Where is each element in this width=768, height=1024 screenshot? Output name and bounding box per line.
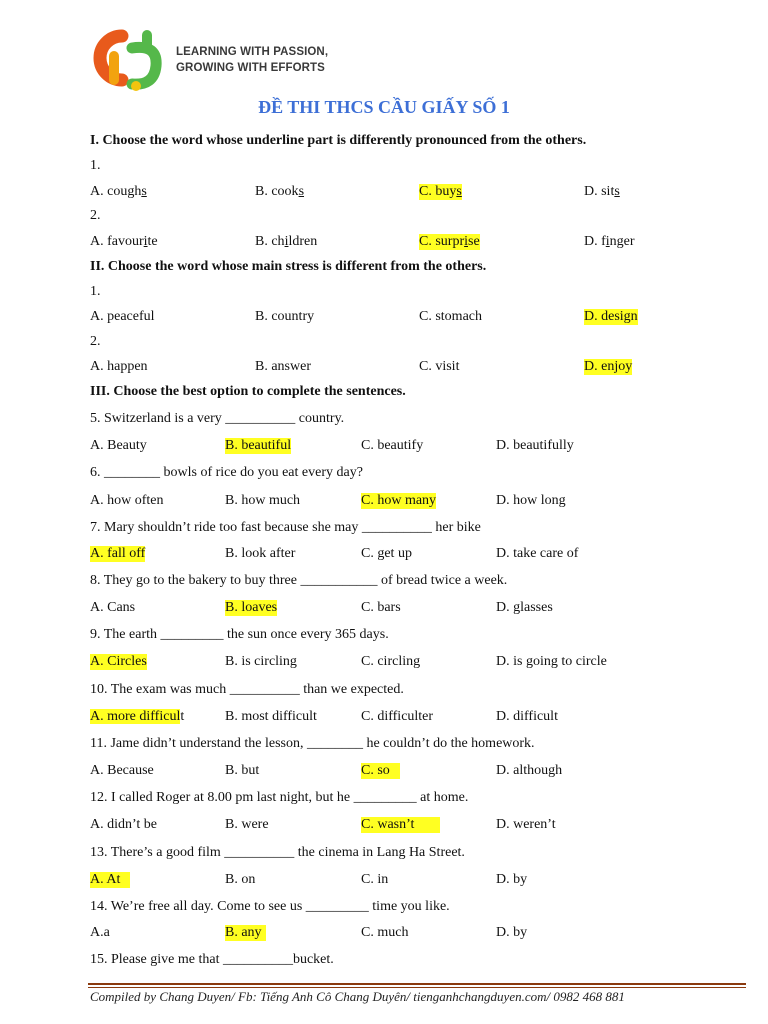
option-a: A. Because	[90, 763, 154, 778]
option-d: D. by	[496, 925, 528, 940]
option-d-answer: D. design	[584, 309, 638, 324]
option-b: B. cooks	[255, 184, 305, 199]
page-title: ĐỀ THI THCS CẦU GIẤY SỐ 1	[258, 97, 510, 117]
option-d: D. how long	[496, 493, 566, 508]
option-d: D. take care of	[496, 546, 579, 561]
option-a-answer: A. Circles	[90, 654, 147, 669]
option-d: D. sits	[584, 184, 620, 199]
option-b: B. children	[255, 234, 318, 249]
option-d: D. difficult	[496, 709, 558, 724]
question-text: 13. There’s a good film __________ the cinema in Lang Ha Street.	[90, 845, 465, 860]
question-text: 7. Mary shouldn’t ride too fast because she may __________ her bike	[90, 520, 481, 535]
option-b: B. answer	[255, 359, 311, 374]
tagline-line-2: GROWING WITH EFFORTS	[176, 62, 325, 74]
option-b: B. on	[225, 872, 256, 887]
option-c: C. circling	[361, 654, 421, 669]
option-b: B. how much	[225, 493, 301, 508]
question-text: 9. The earth _________ the sun once every 365 days.	[90, 627, 389, 642]
option-b: B. most difficult	[225, 709, 317, 724]
option-a: A.a	[90, 925, 110, 940]
question-number: 2.	[90, 208, 101, 223]
option-c-answer: C. wasn’t	[361, 817, 440, 833]
option-d: D. beautifully	[496, 438, 574, 453]
section-2-heading: II. Choose the word whose main stress is different from the others.	[90, 259, 487, 274]
option-b: B. look after	[225, 546, 296, 561]
option-d: D. by	[496, 872, 528, 887]
option-a: A. favourite	[90, 234, 158, 249]
option-d: D. although	[496, 763, 563, 778]
option-c: C. get up	[361, 546, 412, 561]
question-number: 2.	[90, 334, 101, 349]
option-d: D. finger	[584, 234, 635, 249]
option-b: B. country	[255, 309, 315, 324]
option-a: A. happen	[90, 359, 148, 374]
option-d: D. weren’t	[496, 817, 556, 832]
option-b-answer: B. loaves	[225, 600, 278, 615]
option-c: C. bars	[361, 600, 401, 615]
cd-logo	[92, 26, 172, 92]
question-text: 14. We’re free all day. Come to see us _________ time you like.	[90, 899, 450, 914]
question-text: 6. ________ bowls of rice do you eat every day?	[90, 465, 363, 480]
option-a: A. coughs	[90, 184, 147, 199]
option-c: C. difficulter	[361, 709, 434, 724]
question-text: 12. I called Roger at 8.00 pm last night, but he _________ at home.	[90, 790, 469, 805]
question-text: 8. They go to the bakery to buy three ___________ of bread twice a week.	[90, 573, 508, 588]
option-c-answer: C. buys	[419, 184, 462, 199]
option-c-answer: C. how many	[361, 493, 437, 508]
footer-credits: Compiled by Chang Duyen/ Fb: Tiếng Anh Cô Chang Duyên/ tienganhchangduyen.com/ 0982 468 881	[90, 989, 625, 1004]
option-a: A. how often	[90, 493, 164, 508]
option-a: A. Beauty	[90, 438, 147, 453]
option-d: D. is going to circle	[496, 654, 607, 669]
question-number: 1.	[90, 284, 101, 299]
question-text: 11. Jame didn’t understand the lesson, ________ he couldn’t do the homework.	[90, 736, 535, 751]
option-d: D. glasses	[496, 600, 553, 615]
option-a-answer: A. more difficult	[90, 709, 185, 724]
option-c-answer: C. surprise	[419, 234, 480, 249]
footer-divider	[88, 983, 746, 985]
option-c: C. stomach	[419, 309, 482, 324]
option-c-answer: C. so	[361, 763, 400, 779]
section-1-heading: I. Choose the word whose underline part is differently pronounced from the others.	[90, 133, 587, 148]
option-b: B. were	[225, 817, 269, 832]
option-a: A. didn’t be	[90, 817, 158, 832]
question-text: 10. The exam was much __________ than we expected.	[90, 682, 404, 697]
option-c: C. beautify	[361, 438, 424, 453]
tagline	[176, 44, 328, 76]
option-c: C. much	[361, 925, 409, 940]
option-b: B. is circling	[225, 654, 297, 669]
option-a-answer: A. fall off	[90, 546, 146, 561]
footer-divider-thin	[88, 987, 746, 988]
question-text: 15. Please give me that __________bucket.	[90, 952, 334, 967]
tagline-line-1: LEARNING WITH PASSION,	[176, 46, 329, 58]
option-d-answer: D. enjoy	[584, 359, 633, 374]
section-3-heading: III. Choose the best option to complete the sentences.	[90, 384, 406, 399]
option-c: C. in	[361, 872, 389, 887]
option-a: A. Cans	[90, 600, 136, 615]
question-text: 5. Switzerland is a very __________ country.	[90, 411, 345, 426]
option-c: C. visit	[419, 359, 460, 374]
option-a: A. peaceful	[90, 309, 155, 324]
option-a-answer: A. At	[90, 872, 130, 888]
option-b-answer: B. beautiful	[225, 438, 292, 453]
option-b-answer: B. any	[225, 925, 266, 941]
question-number: 1.	[90, 158, 101, 173]
option-b: B. but	[225, 763, 260, 778]
